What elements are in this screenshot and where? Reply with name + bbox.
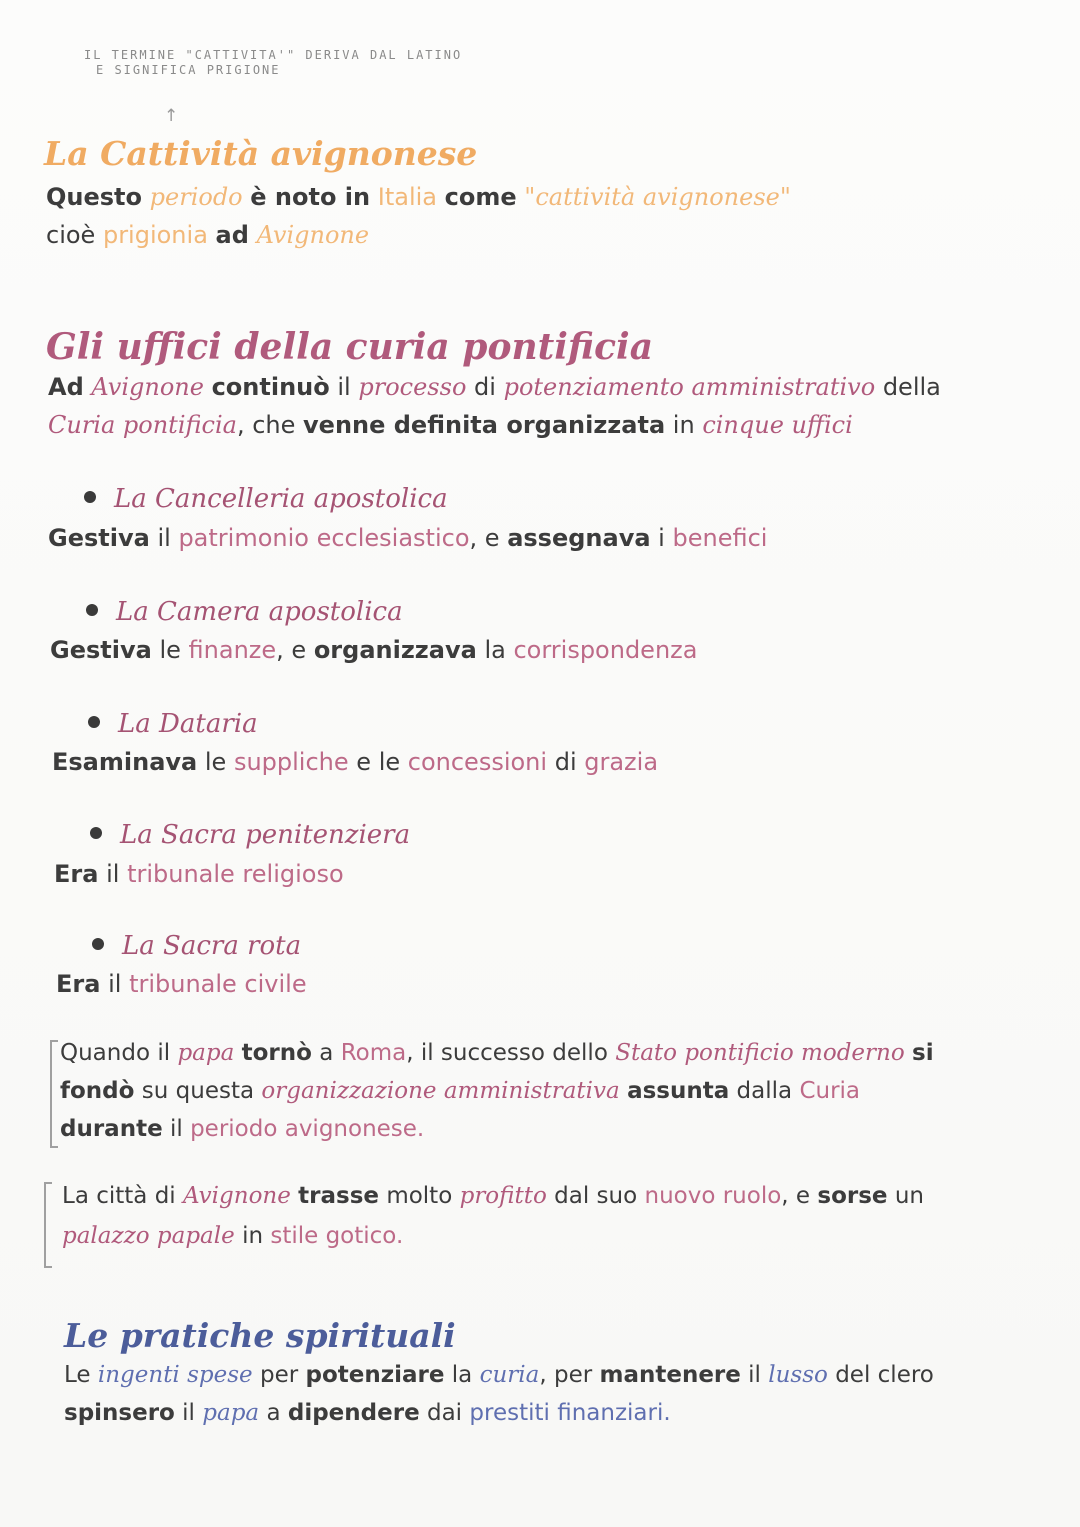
text: Avignone	[183, 1183, 291, 1209]
text: concessioni	[407, 748, 548, 776]
text: trasse	[298, 1183, 379, 1209]
text: i	[658, 524, 665, 552]
office-description	[54, 860, 344, 888]
text: Era	[54, 860, 99, 888]
bullet-icon	[92, 938, 104, 950]
pencil-note	[84, 48, 462, 78]
paragraph-curia-intro	[48, 368, 941, 444]
paragraph-line	[60, 1072, 934, 1110]
text: per	[259, 1362, 299, 1388]
paragraph-line	[46, 178, 791, 216]
text: tribunale religioso	[127, 860, 344, 888]
text: palazzo papale	[62, 1223, 235, 1249]
text: Avignone	[91, 373, 204, 401]
text: venne definita organizzata	[303, 411, 666, 439]
paragraph-spese	[64, 1356, 934, 1432]
bracket-decoration	[44, 1182, 52, 1268]
paragraph-line	[48, 368, 941, 406]
text: stile gotico.	[270, 1223, 404, 1249]
text: "cattività avignonese"	[524, 183, 791, 211]
text: tornò	[241, 1040, 312, 1066]
text: a	[319, 1040, 334, 1066]
text: di	[474, 373, 496, 401]
text: il	[182, 1400, 195, 1426]
text: dipendere	[287, 1400, 420, 1426]
text: della	[882, 373, 941, 401]
text: nuovo ruolo	[644, 1183, 782, 1209]
text: benefici	[672, 524, 768, 552]
pencil-note-line-1: IL TERMINE "CATTIVITA'" DERIVA DAL LATINO	[84, 48, 463, 62]
text: , per	[539, 1362, 593, 1388]
paragraph-line	[60, 1110, 934, 1148]
text: fondò	[60, 1078, 135, 1104]
text: sorse	[817, 1183, 888, 1209]
text: papa	[202, 1400, 260, 1426]
text: assunta	[627, 1078, 730, 1104]
text: la	[451, 1362, 473, 1388]
paragraph-line	[48, 406, 941, 444]
text: , il successo dello	[406, 1040, 608, 1066]
paragraph-palazzo-papale	[62, 1176, 924, 1256]
text: la	[484, 636, 506, 664]
text: di	[554, 748, 577, 776]
text: Quando il	[60, 1040, 171, 1066]
up-arrow-icon: ↑	[164, 106, 179, 126]
text: Curia	[799, 1078, 861, 1104]
text: , e	[276, 636, 307, 664]
office-name: La Cancelleria apostolica	[114, 484, 448, 514]
text: Gestiva	[50, 636, 152, 664]
text: processo	[358, 373, 467, 401]
text: il	[169, 1116, 183, 1142]
text: Curia pontificia	[48, 411, 237, 439]
text: potenziamento amministrativo	[503, 373, 876, 401]
text: grazia	[584, 748, 659, 776]
text: dalla	[736, 1078, 793, 1104]
text: le	[204, 748, 227, 776]
paragraph-line	[60, 1034, 934, 1072]
text: Le	[64, 1362, 91, 1388]
office-sacra-penitenziera	[90, 820, 410, 850]
text: Stato pontificio moderno	[615, 1040, 905, 1066]
text: organizzava	[313, 636, 477, 664]
text: a	[266, 1400, 281, 1426]
text: il	[108, 970, 122, 998]
text: durante	[60, 1116, 163, 1142]
text: in	[672, 411, 695, 439]
text: periodo	[149, 183, 243, 211]
text: periodo avignonese.	[190, 1116, 425, 1142]
text: potenziare	[305, 1362, 445, 1388]
heading-pratiche-spirituali: Le pratiche spirituali	[64, 1316, 456, 1355]
text: profitto	[459, 1183, 547, 1209]
text: e le	[356, 748, 401, 776]
pencil-note-line-2: E SIGNIFICA PRIGIONE	[96, 63, 281, 77]
office-description	[56, 970, 307, 998]
text: del clero	[835, 1362, 934, 1388]
text: cinque uffici	[702, 411, 853, 439]
text: un	[894, 1183, 924, 1209]
text: assegnava	[507, 524, 651, 552]
text: Era	[56, 970, 101, 998]
text: Italia	[377, 183, 438, 211]
text: curia	[479, 1362, 540, 1388]
text: molto	[386, 1183, 453, 1209]
office-sacra-rota	[92, 931, 301, 961]
text: La città di	[62, 1183, 176, 1209]
text: Avignone	[256, 221, 370, 249]
text: mantenere	[599, 1362, 741, 1388]
office-description	[48, 524, 767, 552]
heading-uffici-curia: Gli uffici della curia pontificia	[46, 326, 654, 368]
text: dai	[426, 1400, 463, 1426]
text: cioè	[46, 221, 96, 249]
bullet-icon	[90, 827, 102, 839]
office-name: La Dataria	[118, 709, 258, 739]
text: organizzazione amministrativa	[261, 1078, 620, 1104]
office-description	[52, 748, 658, 776]
office-camera-apostolica	[86, 597, 403, 627]
text: ingenti spese	[97, 1362, 253, 1388]
paragraph-line	[46, 216, 791, 254]
text: , che	[236, 411, 296, 439]
text: su questa	[141, 1078, 255, 1104]
text: , e	[469, 524, 500, 552]
text: il	[106, 860, 120, 888]
text: Roma	[340, 1040, 407, 1066]
bullet-icon	[88, 716, 100, 728]
text: è noto in	[250, 183, 371, 211]
text: dal suo	[554, 1183, 638, 1209]
office-name: La Sacra penitenziera	[120, 820, 411, 850]
text: tribunale civile	[129, 970, 307, 998]
text: Esaminava	[52, 748, 198, 776]
text: come	[444, 183, 517, 211]
office-description	[50, 636, 697, 664]
text: Gestiva	[48, 524, 150, 552]
text: prigionia	[102, 221, 208, 249]
office-cancelleria-apostolica	[84, 484, 448, 514]
text: il	[748, 1362, 761, 1388]
text: il	[337, 373, 351, 401]
text: corrispondenza	[513, 636, 698, 664]
office-name: La Sacra rota	[122, 931, 302, 961]
text: , e	[781, 1183, 811, 1209]
text: suppliche	[233, 748, 349, 776]
paragraph-stato-pontificio	[60, 1034, 934, 1148]
bullet-icon	[86, 604, 98, 616]
text: patrimonio ecclesiastico	[178, 524, 470, 552]
text: le	[159, 636, 181, 664]
text: finanze	[188, 636, 277, 664]
paragraph-line	[62, 1216, 924, 1256]
heading-cattivita-avignonese: La Cattività avignonese	[44, 134, 478, 173]
text: prestiti finanziari.	[469, 1400, 671, 1426]
paragraph-line	[64, 1356, 934, 1394]
bullet-icon	[84, 491, 96, 503]
text: continuò	[211, 373, 330, 401]
text: spinsero	[64, 1400, 175, 1426]
text: papa	[177, 1040, 235, 1066]
text: ad	[215, 221, 249, 249]
text: Questo	[46, 183, 143, 211]
paragraph-line	[64, 1394, 934, 1432]
paragraph-periodo	[46, 178, 791, 254]
text: lusso	[768, 1362, 828, 1388]
text: si	[912, 1040, 934, 1066]
text: Ad	[48, 373, 84, 401]
text: in	[242, 1223, 264, 1249]
office-name: La Camera apostolica	[116, 597, 403, 627]
bracket-decoration	[50, 1040, 58, 1148]
office-dataria	[88, 709, 258, 739]
text: il	[157, 524, 171, 552]
paragraph-line	[62, 1176, 924, 1216]
